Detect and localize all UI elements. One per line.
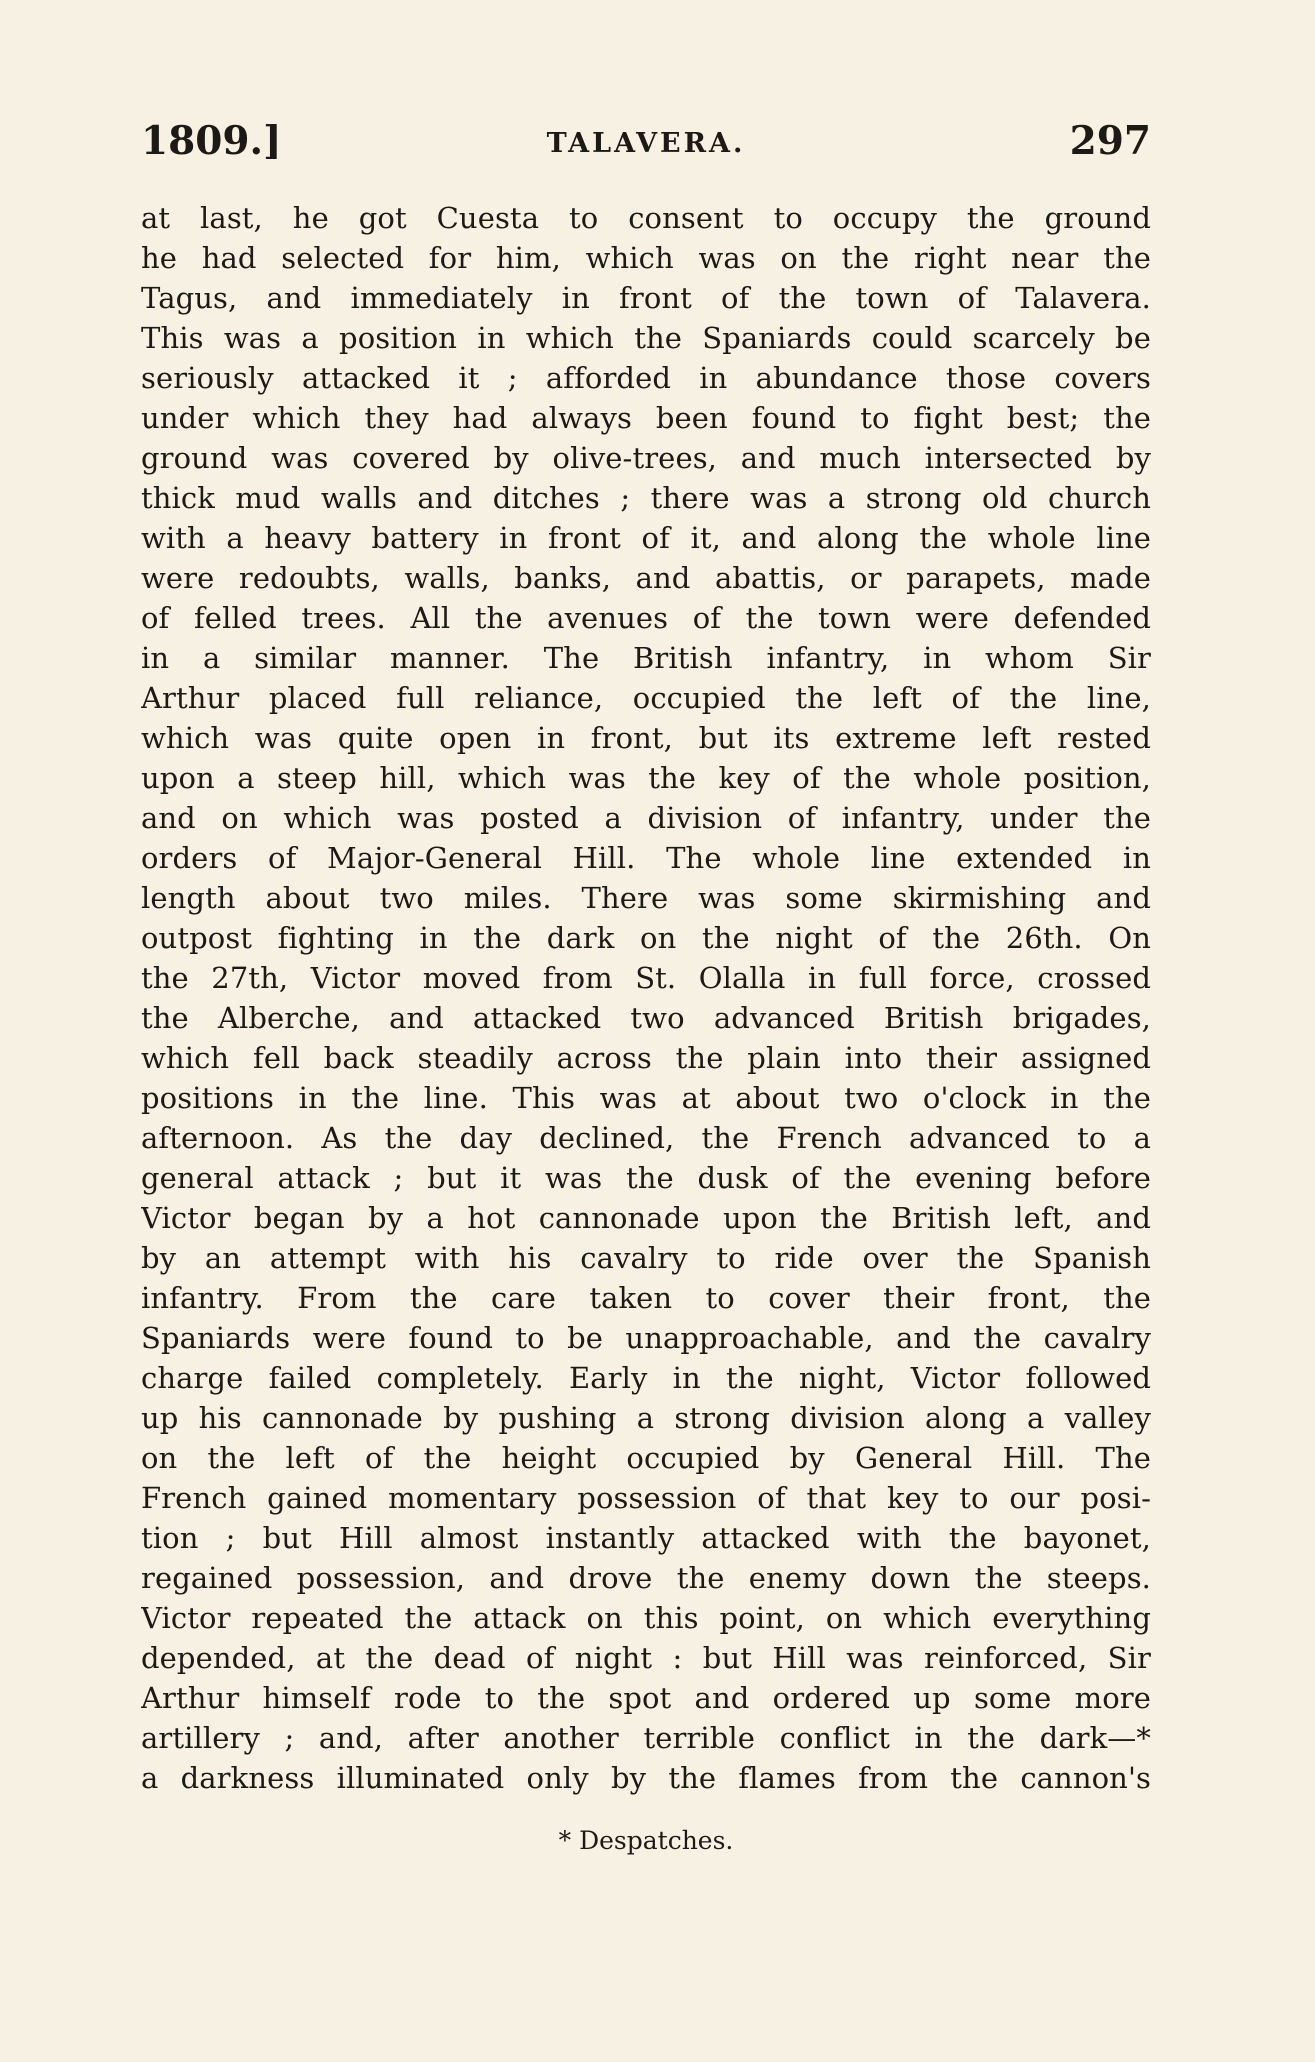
text-line: Victor began by a hot cannonade upon the British left, and [141,1201,1151,1235]
text-line: seriously attacked it ; afforded in abundance those covers [141,361,1151,395]
text-line: length about two miles. There was some skirmishing and [141,881,1151,915]
text-line: on the left of the height occupied by General Hill. The [141,1441,1151,1475]
text-line: and on which was posted a division of infantry, under the [141,801,1151,835]
text-line: outpost fighting in the dark on the night of the 26th. On [141,921,1151,955]
text-line: ground was covered by olive-trees, and much intersected by [141,441,1151,475]
text-line: regained possession, and drove the enemy down the steeps. [141,1561,1151,1595]
text-line: by an attempt with his cavalry to ride over the Spanish [141,1241,1151,1275]
text-line: French gained momentary possession of that key to our posi- [141,1481,1151,1515]
page-number: 297 [1069,118,1151,164]
text-line: the 27th, Victor moved from St. Olalla in full force, crossed [141,961,1151,995]
text-line: under which they had always been found to fight best; the [141,401,1151,435]
text-line: depended, at the dead of night : but Hill was reinforced, Sir [141,1641,1151,1675]
text-line: Spaniards were found to be unapproachable, and the cavalry [141,1321,1151,1355]
text-line: This was a position in which the Spaniards could scarcely be [141,321,1151,355]
header-year: 1809.] [141,118,282,164]
text-line: Arthur placed full reliance, occupied the left of the line, [141,681,1151,715]
text-line: up his cannonade by pushing a strong division along a valley [141,1401,1151,1435]
text-line: with a heavy battery in front of it, and along the whole line [141,521,1151,555]
text-line: he had selected for him, which was on the right near the [141,241,1151,275]
text-line: a darkness illuminated only by the flames from the cannon's [141,1761,1151,1795]
text-line: were redoubts, walls, banks, and abattis, or parapets, made [141,561,1151,595]
text-line: which fell back steadily across the plain into their assigned [141,1041,1151,1075]
text-line: of felled trees. All the avenues of the town were defended [141,601,1151,635]
text-line: tion ; but Hill almost instantly attacked with the bayonet, [141,1521,1151,1555]
text-line: infantry. From the care taken to cover their front, the [141,1281,1151,1315]
text-line: Arthur himself rode to the spot and ordered up some more [141,1681,1151,1715]
text-line: artillery ; and, after another terrible conflict in the dark—* [141,1721,1151,1755]
text-line: Tagus, and immediately in front of the town of Talavera. [141,281,1151,315]
text-line: upon a steep hill, which was the key of the whole position, [141,761,1151,795]
footnote: * Despatches. [558,1826,734,1855]
body-text [141,198,1151,1798]
text-line: charge failed completely. Early in the night, Victor followed [141,1361,1151,1395]
header-title: TALAVERA. [546,128,746,159]
text-line: Victor repeated the attack on this point, on which everything [141,1601,1151,1635]
text-line: which was quite open in front, but its extreme left rested [141,721,1151,755]
text-line: positions in the line. This was at about two o'clock in the [141,1081,1151,1115]
text-line: thick mud walls and ditches ; there was a strong old church [141,481,1151,515]
text-line: at last, he got Cuesta to consent to occupy the ground [141,201,1151,235]
text-line: general attack ; but it was the dusk of the evening before [141,1161,1151,1195]
text-line: orders of Major-General Hill. The whole line extended in [141,841,1151,875]
text-line: afternoon. As the day declined, the French advanced to a [141,1121,1151,1155]
text-line: in a similar manner. The British infantry, in whom Sir [141,641,1151,675]
text-line: the Alberche, and attacked two advanced British brigades, [141,1001,1151,1035]
running-header [141,118,1151,168]
